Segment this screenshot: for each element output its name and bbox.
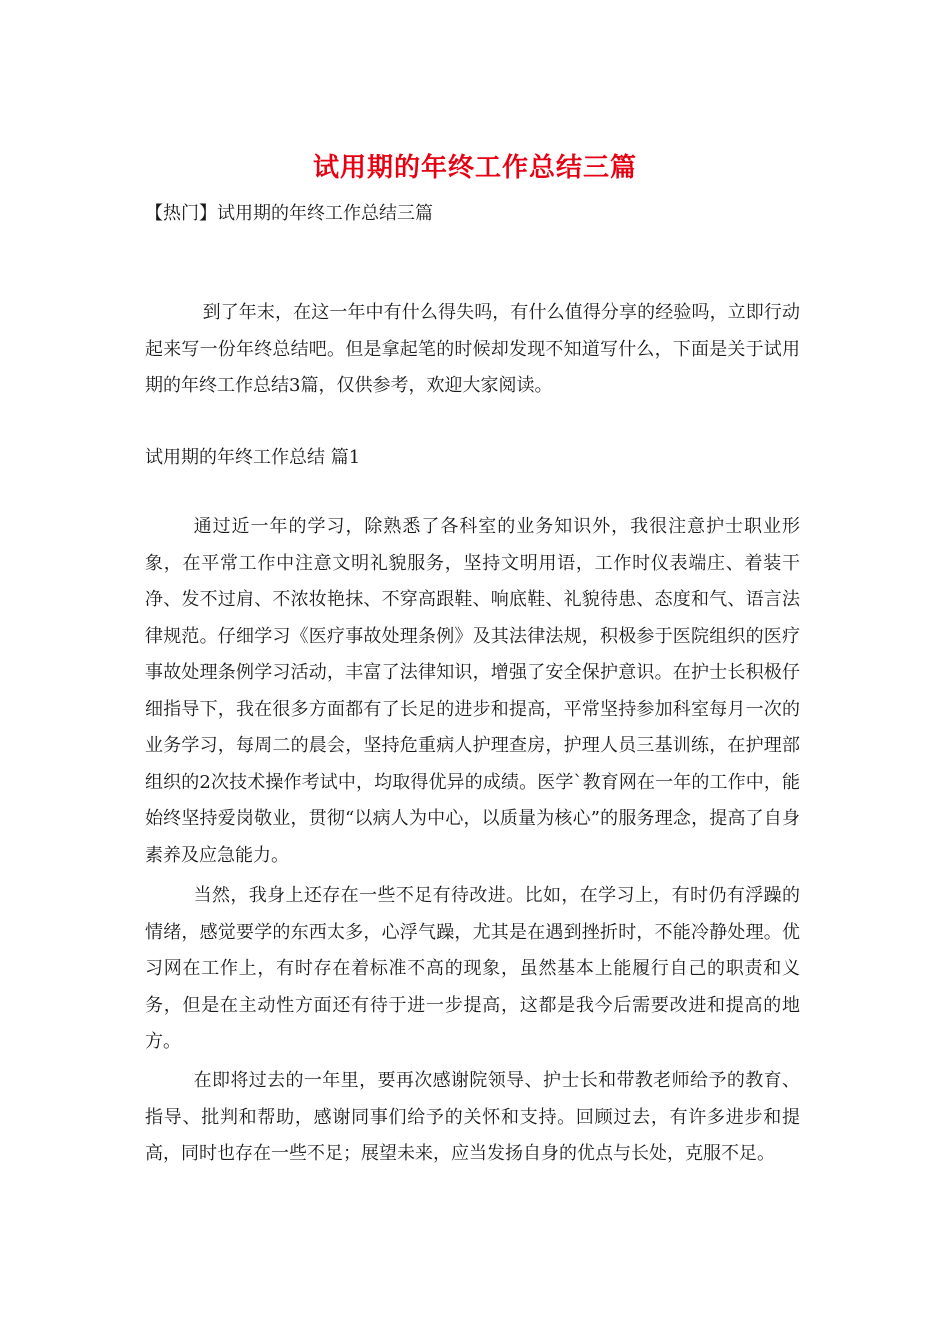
body-paragraph: 通过近一年的学习，除熟悉了各科室的业务知识外，我很注意护士职业形象，在平常工作中注意文明礼貌服务，坚持文明用语，工作时仪表端庄、着装干净、发不过肩、不浓妆艳抹、不穿高跟鞋、响底鞋、礼貌待患、态度和气、语言法律规范。仔细学习《医疗事故处理条例》及其法律法规，积极参于医院组织的医疗事故处理条例学习活动，丰富了法律知识，增强了安全保护意识。在护士长积极仔细指导下，我在很多方面都有了长足的进步和提高，平常坚持参加科室每月一次的业务学习，每周二的晨会，坚持危重病人护理查房，护理人员三基训练，在护理部组织的2次技术操作考试中，均取得优异的成绩。医学`教育网在一年的工作中，能始终坚持爱岗敬业，贯彻“以病人为中心，以质量为核心”的服务理念，提高了自身素养及应急能力。 (145, 516, 800, 866)
document-subtitle: 【热门】试用期的年终工作总结三篇 (145, 203, 433, 224)
section-heading: 试用期的年终工作总结 篇1 (145, 447, 361, 468)
body-paragraph: 在即将过去的一年里，要再次感谢院领导、护士长和带教老师给予的教育、指导、批判和帮助，感谢同事们给予的关怀和支持。回顾过去，有许多进步和提高，同时也存在一些不足；展望未来，应当发扬自身的优点与长处，克服不足。 (145, 1070, 800, 1164)
intro-paragraph: 到了年末，在这一年中有什么得失吗，有什么值得分享的经验吗，立即行动起来写一份年终总结吧。但是拿起笔的时候却发现不知道写什么，下面是关于试用期的年终工作总结3篇，仅供参考，欢迎大家阅读。 (145, 302, 800, 396)
document-title: 试用期的年终工作总结三篇 (312, 153, 637, 183)
body-paragraph: 当然，我身上还存在一些不足有待改进。比如，在学习上，有时仍有浮躁的情绪，感觉要学的东西太多，心浮气躁，尤其是在遇到挫折时，不能冷静处理。优习网在工作上，有时存在着标准不高的现象，虽然基本上能履行自己的职责和义务，但是在主动性方面还有待于进一步提高，这都是我今后需要改进和提高的地方。 (145, 885, 800, 1052)
